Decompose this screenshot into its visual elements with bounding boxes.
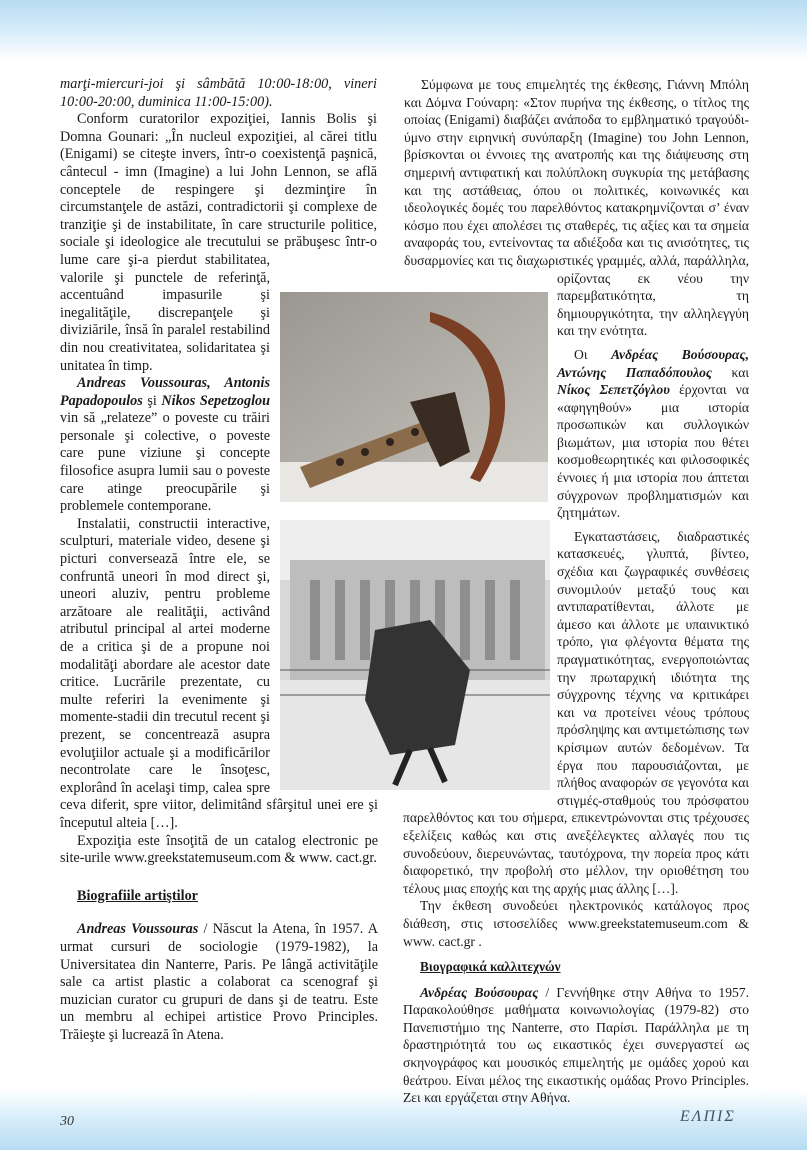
el-paragraph-artists: Οι Ανδρέας Βούσουρας, Αντώνης Παπαδόπουλος και Νίκος Σεπετζόγλου έρχονται να «αφηγηθούν» μια ιστορία προσωπικών και συλλογικών βιωμάτων, μια ιστορία που θέτει κοσμοθεωρητικές και φιλοσοφικές έννοιες ή μια ιστορία που άπτεται σύγχρονων προβληματισμών και ζητημάτων. (557, 346, 749, 521)
page-number: 30 (60, 1114, 74, 1129)
ro-bio-paragraph: Andreas Voussouras / Născut la Atena, în 1957. A urmat cursuri de sociologie (1979-1982), la Universitatea din Nanterre, Paris. Pe lângă activităţile sale ca artist plastic a colaborat ca scenograf şi muzician curator cu grupuri de dans şi de teatru. Este un membru al echipei artistice Provo Principles. Trăieşte şi lucrează în Atena. (60, 921, 379, 1043)
el-paragraph-curators: Σύμφωνα με τους επιμελητές της έκθεσης, Γιάννη Μπόλη και Δόμνα Γούναρη: «Στον πυρήνα της έκθεσης, ο τίτλος της οποίας (Enigami) διαβάζει ανάποδα το εμβληματικό τραγούδι-ύμνο στην ειρηνική συνύπαρξη (Imagine) του John Lennon, βρίσκονται οι έννοιες της ανατροπής και της διάψευσης στη σημερινή αντιφατική και πολύπλοκη συγκυρία της μετάβασης και της αστάθειας, όπου οι πολιτικές, κοινωνικές και ιδεολογικές δομές του παρελθόντος κατακρημνίζονται σ’ έναν κόσμο που έχει απολέσει τις σταθερές, τις αξίες και τα σημεία αναφοράς του, εντείνοντας τα αδιέξοδα και τις ανισότητες, τις δυσαρμονίες και τις διαχωριστικές γραμμές, αλλά, παράλληλα, ορίζοντας εκ νέου την παρεμβατικότητα, τη δημιουργικότητα, την αλληλεγγύη και την ενότητα. (404, 77, 749, 339)
el-bio-heading: Βιογραφικά καλλιτεχνών (420, 959, 561, 975)
ro-paragraph-works: Instalatii, constructii interactive, sculpturi, materiale video, desene şi picturi conversează între ele, se confruntă uneori în mod direct şi, uneori aluziv, pentru probleme arzătoare ale realităţii, activând atributul principal al artei moderne de a critica şi de a propune noi modalităţi abordare ale acestor date critice. Lucrările prezentate, cu multe referiri la evenimente şi momente-stadii din trecutul recent şi prezent, se concentrează asupra evoluţiilor actuale şi a modificărilor necontrolate care le însoţesc, explorând în acelaşi timp, calea spre ceva diferit, spre viitor, delimitând sfârşitul unei ere şi începutul alteia […]. (60, 515, 378, 831)
ro-paragraph-catalog: Expoziţia este însoţită de un catalog electronic pe site-urile www.greekstatemuseum.com & www. cact.gr. (60, 832, 378, 867)
el-bio-paragraph: Ανδρέας Βούσουρας / Γεννήθηκε στην Αθήνα το 1957. Παρακολούθησε μαθήματα κοινωνιολογίας (1979-82) στο Πανεπιστήμιο της Nanterre, στο Παρίσι. Παράλληλα με τη δραστηριότητά του ως εικαστικός έχει συνεργαστεί ως σκηνογράφος και μουσικός επιμελητής με ομάδες χορού και θεάτρου. Είναι μέλος της εικαστικής ομάδας Provo Principles. Ζει και εργάζεται στην Αθήνα. (403, 984, 749, 1106)
journal-title: ΕΛΠΙΣ (680, 1108, 736, 1125)
ro-paragraph-hours: marţi-miercuri-joi şi sâmbătă 10:00-18:00, vineri 10:00-20:00, duminica 11:00-15:00). (60, 76, 377, 110)
ro-bio-heading: Biografiile artiştilor (77, 887, 198, 904)
ro-paragraph-artists: Andreas Voussouras, Antonis Papadopoulos şi Nikos Sepetzoglou vin să „relateze” o poveste cu trăiri personale şi colective, o poveste care pune viziune şi concepte filosofice asupra lumii sau o poveste care atinge preocupările şi problemele contemporane. (60, 375, 270, 515)
greek-column (403, 76, 749, 1107)
header-band (0, 0, 807, 60)
ro-paragraph-curators: Conform curatorilor expoziţiei, Iannis Bolis şi Domna Gounari: „În nucleul expoziţiei, al cărei titlu (Enigami) se citeşte invers, într-o coexistenţă paşnică, cântecul - imn (Imagine) a lui John Lennon, se află conceptele de respingere şi dezminţire în circumstanţele de astăzi, contradictorii şi complexe de tranziţie şi de instabilitate, în care structurile politice, sociale şi ideologice ale trecutului se prăbuşesc într-o lume care şi-a pierdut stabilitatea, valorile şi punctele de referinţă, accentuând impasurile şi inegalităţile, discrepanţele şi diviziările, însă în paralel restabilind din nou creativitatea, solidaritatea şi unitatea în timp. (60, 111, 377, 374)
right-photo-wrap (403, 286, 553, 798)
left-wrap-pre (377, 76, 378, 262)
el-paragraph-catalog: Την έκθεση συνοδεύει ηλεκτρονικός κατάλογος προς διάθεση, στις ιστοσελίδες www.greekstatemuseum.com & www. cact.gr . (403, 898, 749, 949)
el-paragraph-works: Εγκαταστάσεις, διαδραστικές κατασκευές, γλυπτά, βίντεο, σχέδια και ζωγραφικές συνθέσεις συνομιλούν μεταξύ τους και αντιπαρατίθενται, άλλοτε με άμεσο και άλλοτε με υπαινικτικό τρόπο, για φλέγοντα θέματα της πραγματικότητας, ενεργοποιώντας την πρωταρχική ιδιότητα της σύγχρονης τέχνης να κριτικάρει και να προτείνει νέους τρόπους πρόσληψης και αντιμετώπισης των κρίσιμων αυτών δεδομένων. Τα έργα που παρουσιάζονται, με πλήθος αναφορών σε γεγονότα και στιγμές-σταθμούς του πρόσφατου παρελθόντος και του σήμερα, επικεντρώνονται στις τρέχουσες εξελίξεις καθώς και στις ανεξέλεγκτες αλλαγές που τις συνοδεύουν, διερευνώντας, ταυτόχρονα, την πορεία προς κάτι διαφορετικό, την προβολή στο μέλλον, την οριοθέτηση του τέλους μιας εποχής και της αρχής μιας άλλης […]. (403, 528, 749, 896)
